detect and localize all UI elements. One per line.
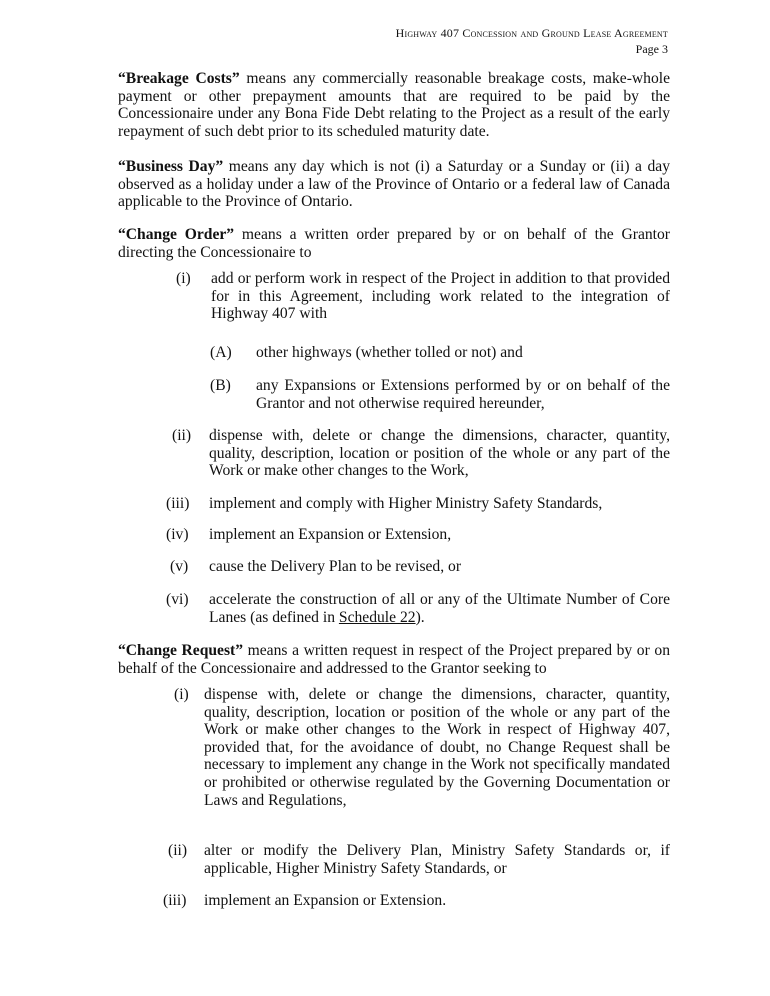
item-text: alter or modify the Delivery Plan, Ministry Safety Standards or, if applicable, Higher Ministry Safety Standards, or xyxy=(204,842,670,877)
definition-breakage-costs xyxy=(118,70,670,140)
header-title: Highway 407 Concession and Ground Lease Agreement xyxy=(395,26,668,40)
list-item-change-order-ii xyxy=(172,427,670,483)
list-item-change-request-ii xyxy=(168,842,670,882)
item-number: (i) xyxy=(174,686,189,703)
item-text: implement an Expansion or Extension, xyxy=(209,526,452,543)
list-item-change-request-iii xyxy=(163,892,670,912)
item-number: (iv) xyxy=(166,526,189,543)
definition-text: means any commercially reasonable breakage costs, make-whole payment or other prepayment amounts that are required to be paid by the Concessionaire under any Bona Fide Debt relating to the Project as a result of the early repayment of such debt prior to its scheduled maturity date. xyxy=(118,70,670,140)
definition-text: means a written order prepared by or on behalf of the Grantor directing the Concessionaire to xyxy=(118,226,670,261)
page-number: Page 3 xyxy=(635,42,668,56)
list-item-change-order-v xyxy=(170,558,670,578)
item-number: (i) xyxy=(176,270,191,287)
list-item-change-order-a xyxy=(210,344,670,364)
item-text: any Expansions or Extensions performed by or on behalf of the Grantor and not otherwise required hereunder, xyxy=(256,377,670,412)
list-item-change-order-i xyxy=(176,270,670,342)
list-item-change-order-b xyxy=(210,377,670,417)
definition-change-order xyxy=(118,226,670,261)
schedule-22-link[interactable]: Schedule 22 xyxy=(338,608,416,626)
definition-text: means any day which is not (i) a Saturday or a Sunday or (ii) a day observed as a holiday under a law of the Province of Ontario or a federal law of Canada applicable to the Province of Ontario. xyxy=(118,158,670,211)
term-business-day: “Business Day” xyxy=(118,158,224,175)
item-text: implement an Expansion or Extension. xyxy=(204,892,447,909)
item-text: add or perform work in respect of the Project in addition to that provided for in this Agreement, including work related to the integration of Highway 407 with xyxy=(211,270,670,323)
list-item-change-request-i xyxy=(174,686,670,828)
item-text: implement and comply with Higher Ministry Safety Standards, xyxy=(209,495,603,512)
item-number: (iii) xyxy=(163,892,187,909)
item-text: other highways (whether tolled or not) and xyxy=(256,344,523,361)
list-item-change-order-vi xyxy=(166,591,670,631)
item-text: accelerate the construction of all or any of the Ultimate Number of Core Lanes (as defined in Schedule 22). xyxy=(209,591,670,626)
definition-business-day xyxy=(118,158,670,211)
item-number: (v) xyxy=(170,558,189,575)
item-number: (vi) xyxy=(166,591,189,608)
term-change-request: “Change Request” xyxy=(118,642,244,659)
term-breakage-costs: “Breakage Costs” xyxy=(118,70,240,87)
item-text: dispense with, delete or change the dimensions, character, quantity, quality, description, location or position of the whole or any part of the Work or make other changes to the Work in respect of Highway 407, provided that, for the avoidance of doubt, no Change Request shall be necessary to implement any change in the Work not specifically mandated or prohibited or otherwise regulated by the Governing Documentation or Laws and Regulations, xyxy=(204,686,670,809)
item-number: (A) xyxy=(210,344,232,361)
definition-text: means a written request in respect of the Project prepared by or on behalf of the Concessionaire and addressed to the Grantor seeking to xyxy=(118,642,670,677)
page-header xyxy=(396,25,668,57)
item-text: cause the Delivery Plan to be revised, or xyxy=(209,558,462,575)
definition-change-request xyxy=(118,642,670,677)
item-text: dispense with, delete or change the dimensions, character, quantity, quality, description, location or position of the whole or any part of the Work or make other changes to the Work, xyxy=(209,427,670,480)
item-number: (B) xyxy=(210,377,231,394)
term-change-order: “Change Order” xyxy=(118,226,235,243)
list-item-change-order-iv xyxy=(166,526,670,546)
list-item-change-order-iii xyxy=(166,495,670,515)
item-number: (iii) xyxy=(166,495,190,512)
item-number: (ii) xyxy=(172,427,192,444)
item-number: (ii) xyxy=(168,842,188,859)
